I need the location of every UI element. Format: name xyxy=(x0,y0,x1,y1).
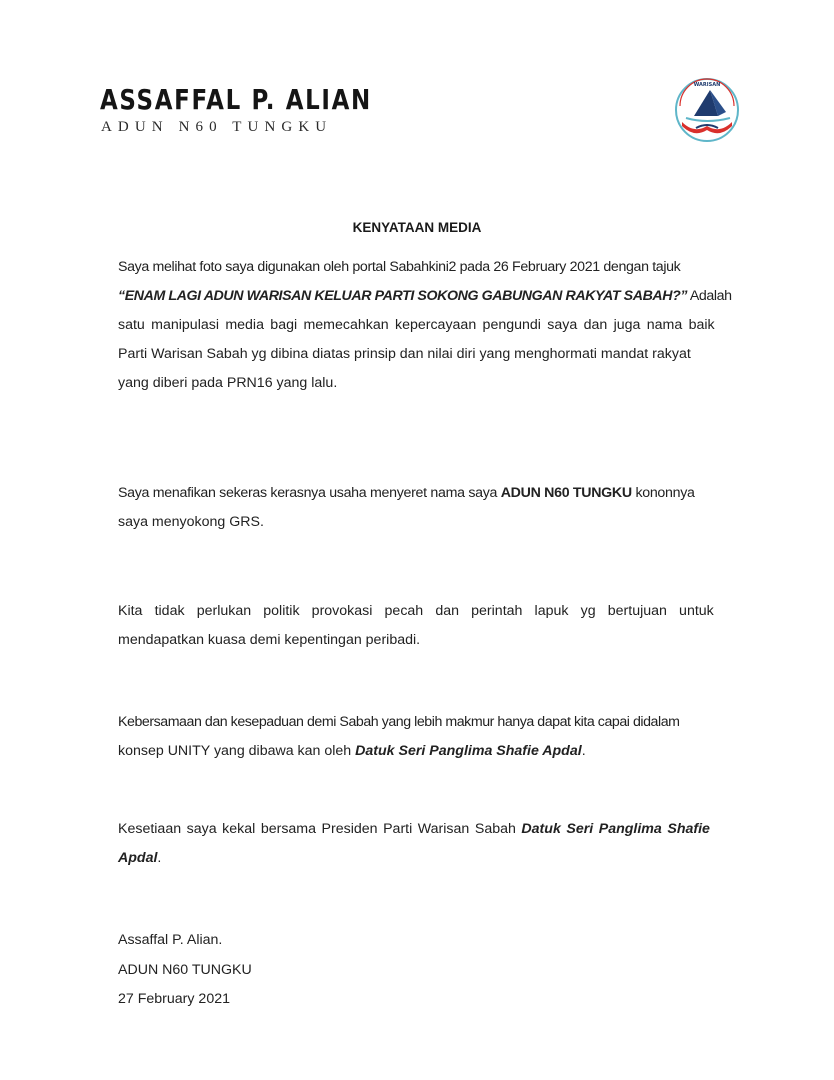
p4-bold-name: Datuk Seri Panglima Shafie Apdal xyxy=(355,743,582,759)
p5-line-1-a: Kesetiaan saya kekal bersama Presiden Parti Warisan Sabah xyxy=(118,821,522,837)
p1-line-4: Parti Warisan Sabah yg dibina diatas prinsip dan nilai diri yang menghormati mandat rakyat xyxy=(118,346,691,362)
p2-bold: ADUN N60 TUNGKU xyxy=(500,485,632,501)
p1-line-3: satu manipulasi media bagi memecahkan kepercayaan pengundi saya dan juga nama baik xyxy=(118,317,715,333)
p5-bold-apdal: Apdal xyxy=(118,850,158,866)
p5-line-1 xyxy=(118,815,734,844)
paragraph-4 xyxy=(118,708,734,766)
document-title: KENYATAAN MEDIA xyxy=(352,220,482,235)
paragraph-3 xyxy=(118,597,734,655)
p1-line-2 xyxy=(118,282,734,311)
p4-line-1: Kebersamaan dan kesepaduan demi Sabah yang lebih makmur hanya dapat kita capai didalam xyxy=(118,714,680,730)
p1-line-5: yang diberi pada PRN16 yang lalu. xyxy=(118,375,338,391)
p2-line-1-a: Saya menafikan sekeras kerasnya usaha menyeret nama saya xyxy=(118,485,501,501)
p3-line-2: mendapatkan kuasa demi kepentingan peribadi. xyxy=(118,632,421,648)
signature-name: Assaffal P. Alian. xyxy=(118,932,223,948)
logo-text: WARISAN xyxy=(693,82,721,88)
paragraph-5 xyxy=(118,815,734,873)
p2-line-1 xyxy=(118,479,734,508)
p4-line-2-b: . xyxy=(581,743,586,759)
letterhead-subtitle: ADUN N60 TUNGKU xyxy=(101,119,333,135)
p1-line-1: Saya melihat foto saya digunakan oleh portal Sabahkini2 pada 26 February 2021 dengan tajuk xyxy=(118,259,681,275)
p5-bold-name: Datuk Seri Panglima Shafie xyxy=(521,821,710,837)
p2-line-1-b: kononnya xyxy=(631,485,695,501)
p3-line-1: Kita tidak perlukan politik provokasi pecah dan perintah lapuk yg bertujuan untuk xyxy=(118,603,714,619)
p2-line-2: saya menyokong GRS. xyxy=(118,514,264,530)
p5-line-2 xyxy=(118,844,734,873)
p4-line-2-a: konsep UNITY yang dibawa kan oleh xyxy=(118,743,356,759)
quoted-headline: “ENAM LAGI ADUN WARISAN KELUAR PARTI SOKONG GABUNGAN RAKYAT SABAH?” xyxy=(118,288,688,304)
p5-line-2-b: . xyxy=(157,850,162,866)
warisan-logo xyxy=(672,76,742,144)
p1-line-2-rest: Adalah xyxy=(687,288,732,304)
paragraph-2 xyxy=(118,479,734,537)
signature-position: ADUN N60 TUNGKU xyxy=(118,962,252,978)
paragraph-1 xyxy=(118,253,734,398)
letterhead-name: ASSAFFAL P. ALIAN xyxy=(100,83,372,116)
signature-date: 27 February 2021 xyxy=(118,991,230,1007)
p4-line-2 xyxy=(118,737,734,766)
